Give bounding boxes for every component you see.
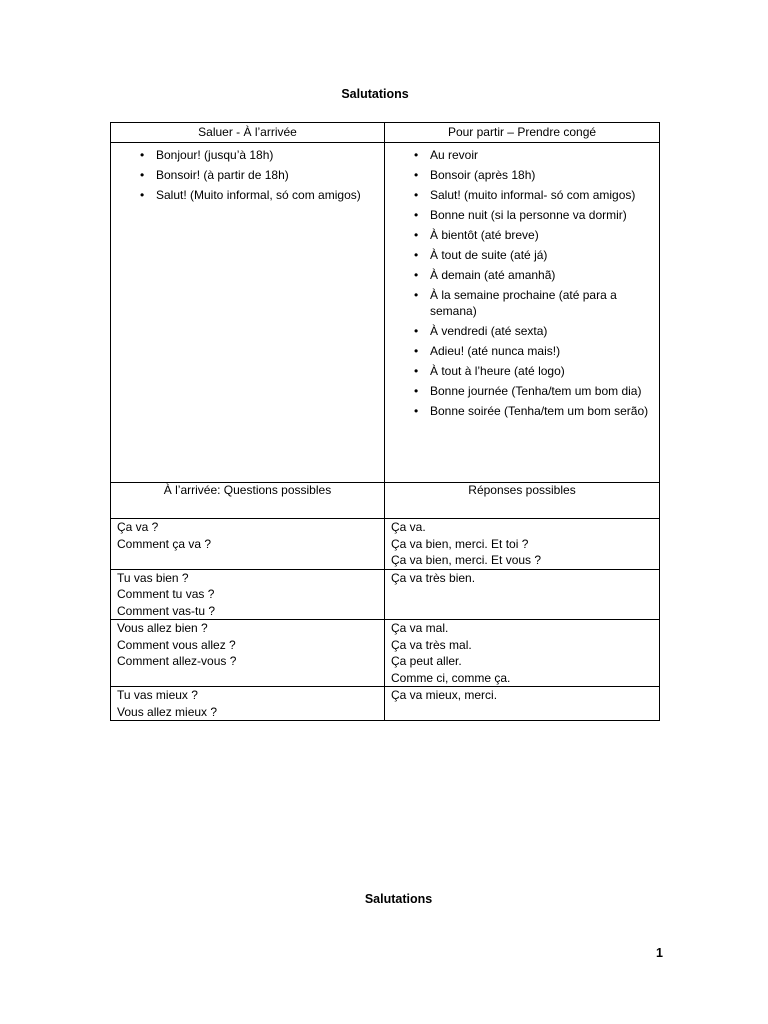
arrival-item-text: Bonsoir! (à partir de 18h) <box>156 168 289 182</box>
leaving-item-text: Bonne journée (Tenha/tem um bom dia) <box>430 384 642 398</box>
question-line: Comment allez-vous ? <box>117 654 237 668</box>
leaving-item-text: Salut! (muito informal- só com amigos) <box>430 188 636 202</box>
leaving-item-text: À la semaine prochaine (até para a semana) <box>430 288 617 318</box>
greetings-row <box>111 143 660 483</box>
leaving-item <box>391 363 653 379</box>
leaving-item <box>391 227 653 243</box>
bullet-icon: • <box>414 384 419 398</box>
leaving-item <box>391 207 653 223</box>
leaving-item-text: À vendredi (até sexta) <box>430 324 548 338</box>
leaving-item <box>391 247 653 263</box>
qa-row <box>111 620 660 687</box>
leaving-item <box>391 287 653 319</box>
leaving-cell <box>385 143 660 483</box>
bullet-icon: • <box>140 188 145 202</box>
question-line: Vous allez bien ? <box>117 621 208 635</box>
table-header-row <box>111 123 660 143</box>
answer-line: Ça va mieux, merci. <box>391 688 498 702</box>
question-line: Comment tu vas ? <box>117 587 215 601</box>
arrival-cell <box>111 143 385 483</box>
leaving-item-text: À tout à l’heure (até logo) <box>430 364 565 378</box>
question-line: Ça va ? <box>117 520 159 534</box>
answer-line: Ça va bien, merci. Et toi ? <box>391 536 529 551</box>
question-line: Comment ça va ? <box>117 536 212 551</box>
questions-cell <box>111 620 385 687</box>
question-line: Comment vas-tu ? <box>117 603 216 618</box>
header-leaving: Pour partir – Prendre congé <box>385 123 660 143</box>
leaving-item <box>391 267 653 283</box>
page-number: 1 <box>656 946 663 960</box>
bullet-icon: • <box>414 188 419 202</box>
bullet-icon: • <box>414 288 419 302</box>
bullet-icon: • <box>414 344 419 358</box>
bullet-icon: • <box>414 268 419 282</box>
leaving-item-text: À demain (até amanhã) <box>430 268 556 282</box>
footer-title: Salutations <box>364 892 433 906</box>
qa-row <box>111 569 660 620</box>
qa-header-row <box>111 483 660 519</box>
questions-cell <box>111 569 385 620</box>
leaving-item <box>391 147 653 163</box>
leaving-item-text: Adieu! (até nunca mais!) <box>430 344 561 358</box>
leaving-item-text: Bonsoir (après 18h) <box>430 168 536 182</box>
questions-cell <box>111 687 385 721</box>
salutations-table <box>110 122 660 721</box>
leaving-item <box>391 167 653 183</box>
bullet-icon: • <box>414 168 419 182</box>
arrival-item-text: Salut! (Muito informal, só com amigos) <box>156 188 361 202</box>
question-line: Vous allez mieux ? <box>117 704 218 719</box>
answer-line: Ça va très bien. <box>391 570 476 585</box>
arrival-item <box>117 187 378 203</box>
answers-cell <box>385 687 660 721</box>
leaving-list <box>391 143 653 431</box>
answers-cell <box>385 620 660 687</box>
answer-line: Comme ci, comme ça. <box>391 670 511 685</box>
leaving-item-text: À tout de suite (até já) <box>430 248 548 262</box>
bullet-icon: • <box>140 148 145 162</box>
qa-row <box>111 519 660 570</box>
leaving-item-text: Bonne nuit (si la personne va dormir) <box>430 208 627 222</box>
question-line: Tu vas mieux ? <box>117 688 198 702</box>
answers-cell <box>385 569 660 620</box>
arrival-list <box>117 143 378 215</box>
leaving-item <box>391 403 653 419</box>
arrival-item <box>117 147 378 163</box>
header-questions: À l’arrivée: Questions possibles <box>111 483 385 519</box>
leaving-item <box>391 187 653 203</box>
answer-line: Ça va très mal. <box>391 637 472 652</box>
answers-cell <box>385 519 660 570</box>
bullet-icon: • <box>414 324 419 338</box>
questions-cell <box>111 519 385 570</box>
bullet-icon: • <box>414 208 419 222</box>
leaving-item <box>391 323 653 339</box>
question-line: Comment vous allez ? <box>117 637 236 652</box>
question-line: Tu vas bien ? <box>117 570 189 585</box>
bullet-icon: • <box>414 148 419 162</box>
answer-line: Ça va. <box>391 520 426 534</box>
document-title: Salutations <box>341 87 409 101</box>
qa-body <box>111 519 660 721</box>
leaving-item <box>391 383 653 399</box>
arrival-item <box>117 167 378 183</box>
answer-line: Ça peut aller. <box>391 654 462 668</box>
bullet-icon: • <box>140 168 145 182</box>
bullet-icon: • <box>414 248 419 262</box>
leaving-item-text: À bientôt (até breve) <box>430 228 539 242</box>
bullet-icon: • <box>414 404 419 418</box>
header-arrival: Saluer - À l’arrivée <box>111 123 385 143</box>
header-answers: Réponses possibles <box>385 483 660 519</box>
leaving-item-text: Bonne soirée (Tenha/tem um bom serão) <box>430 404 649 418</box>
qa-row <box>111 687 660 721</box>
bullet-icon: • <box>414 364 419 378</box>
answer-line: Ça va mal. <box>391 621 449 635</box>
answer-line: Ça va bien, merci. Et vous ? <box>391 553 542 567</box>
arrival-item-text: Bonjour! (jusqu’à 18h) <box>156 148 274 162</box>
leaving-item-text: Au revoir <box>430 148 479 162</box>
bullet-icon: • <box>414 228 419 242</box>
leaving-item <box>391 343 653 359</box>
